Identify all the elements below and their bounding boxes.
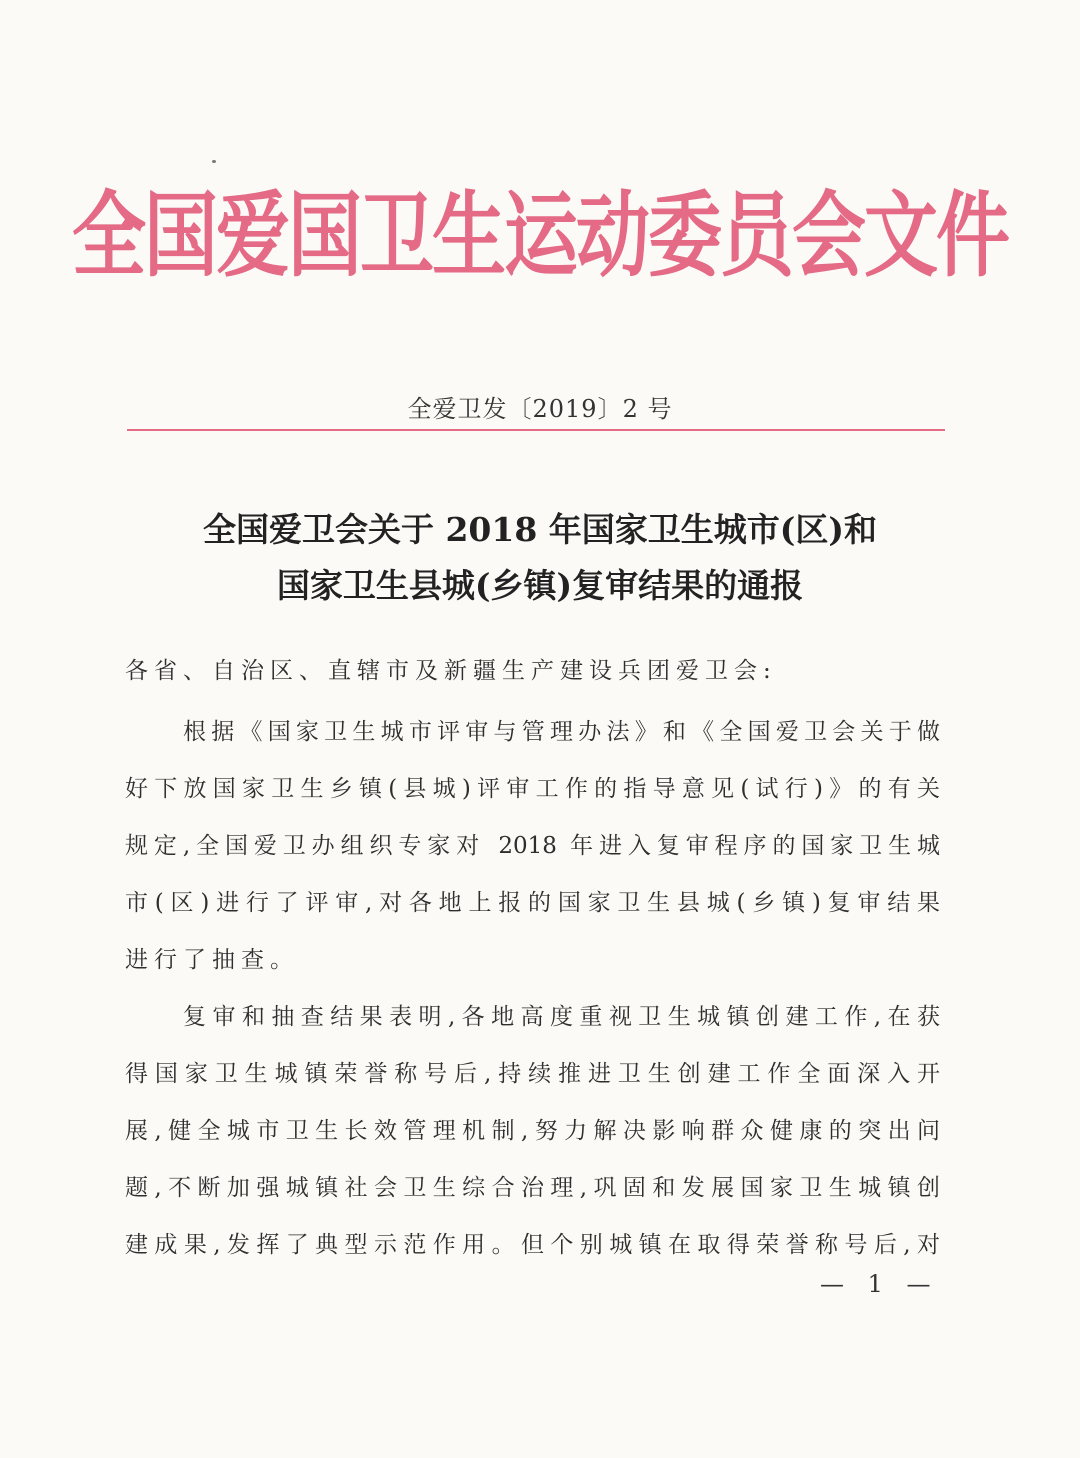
masthead-title: 全国爱国卫生运动委员会文件 bbox=[72, 182, 1008, 290]
paragraph-2-line: 复审和抽查结果表明,各地高度重视卫生城镇创建工作,在获 bbox=[183, 1004, 940, 1030]
document-number: 全爱卫发〔2019〕2 号 bbox=[407, 395, 673, 423]
paragraph-1-line: 好下放国家卫生乡镇(县城)评审工作的指导意见(试行)》的有关 bbox=[125, 776, 940, 802]
paragraph-1-line: 市(区)进行了评审,对各地上报的国家卫生县城(乡镇)复审结果 bbox=[125, 890, 940, 916]
paragraph-2-line: 得国家卫生城镇荣誉称号后,持续推进卫生创建工作全面深入开 bbox=[125, 1061, 940, 1087]
paragraph-1-line: 规定,全国爱卫办组织专家对 2018 年进入复审程序的国家卫生城 bbox=[125, 833, 940, 859]
scan-speck bbox=[212, 160, 216, 163]
notice-title bbox=[0, 502, 1080, 614]
notice-title-line-2: 国家卫生县城(乡镇)复审结果的通报 bbox=[276, 566, 804, 605]
red-separator-line bbox=[127, 429, 945, 431]
paragraph-2-line: 题,不断加强城镇社会卫生综合治理,巩固和发展国家卫生城镇创 bbox=[125, 1175, 940, 1201]
paragraph-2-line: 展,健全城市卫生长效管理机制,努力解决影响群众健康的突出问 bbox=[125, 1118, 940, 1144]
notice-title-line-1: 全国爱卫会关于 2018 年国家卫生城市(区)和 bbox=[202, 510, 878, 549]
paragraph-2-line: 建成果,发挥了典型示范作用。但个别城镇在取得荣誉称号后,对 bbox=[125, 1232, 940, 1258]
paragraph-1-line: 根据《国家卫生城市评审与管理办法》和《全国爱卫会关于做 bbox=[183, 719, 940, 745]
page-number: — 1 — bbox=[820, 1270, 939, 1298]
salutation: 各省、自治区、直辖市及新疆生产建设兵团爱卫会: bbox=[125, 658, 777, 684]
paragraph-1-line: 进行了抽查。 bbox=[125, 947, 299, 973]
